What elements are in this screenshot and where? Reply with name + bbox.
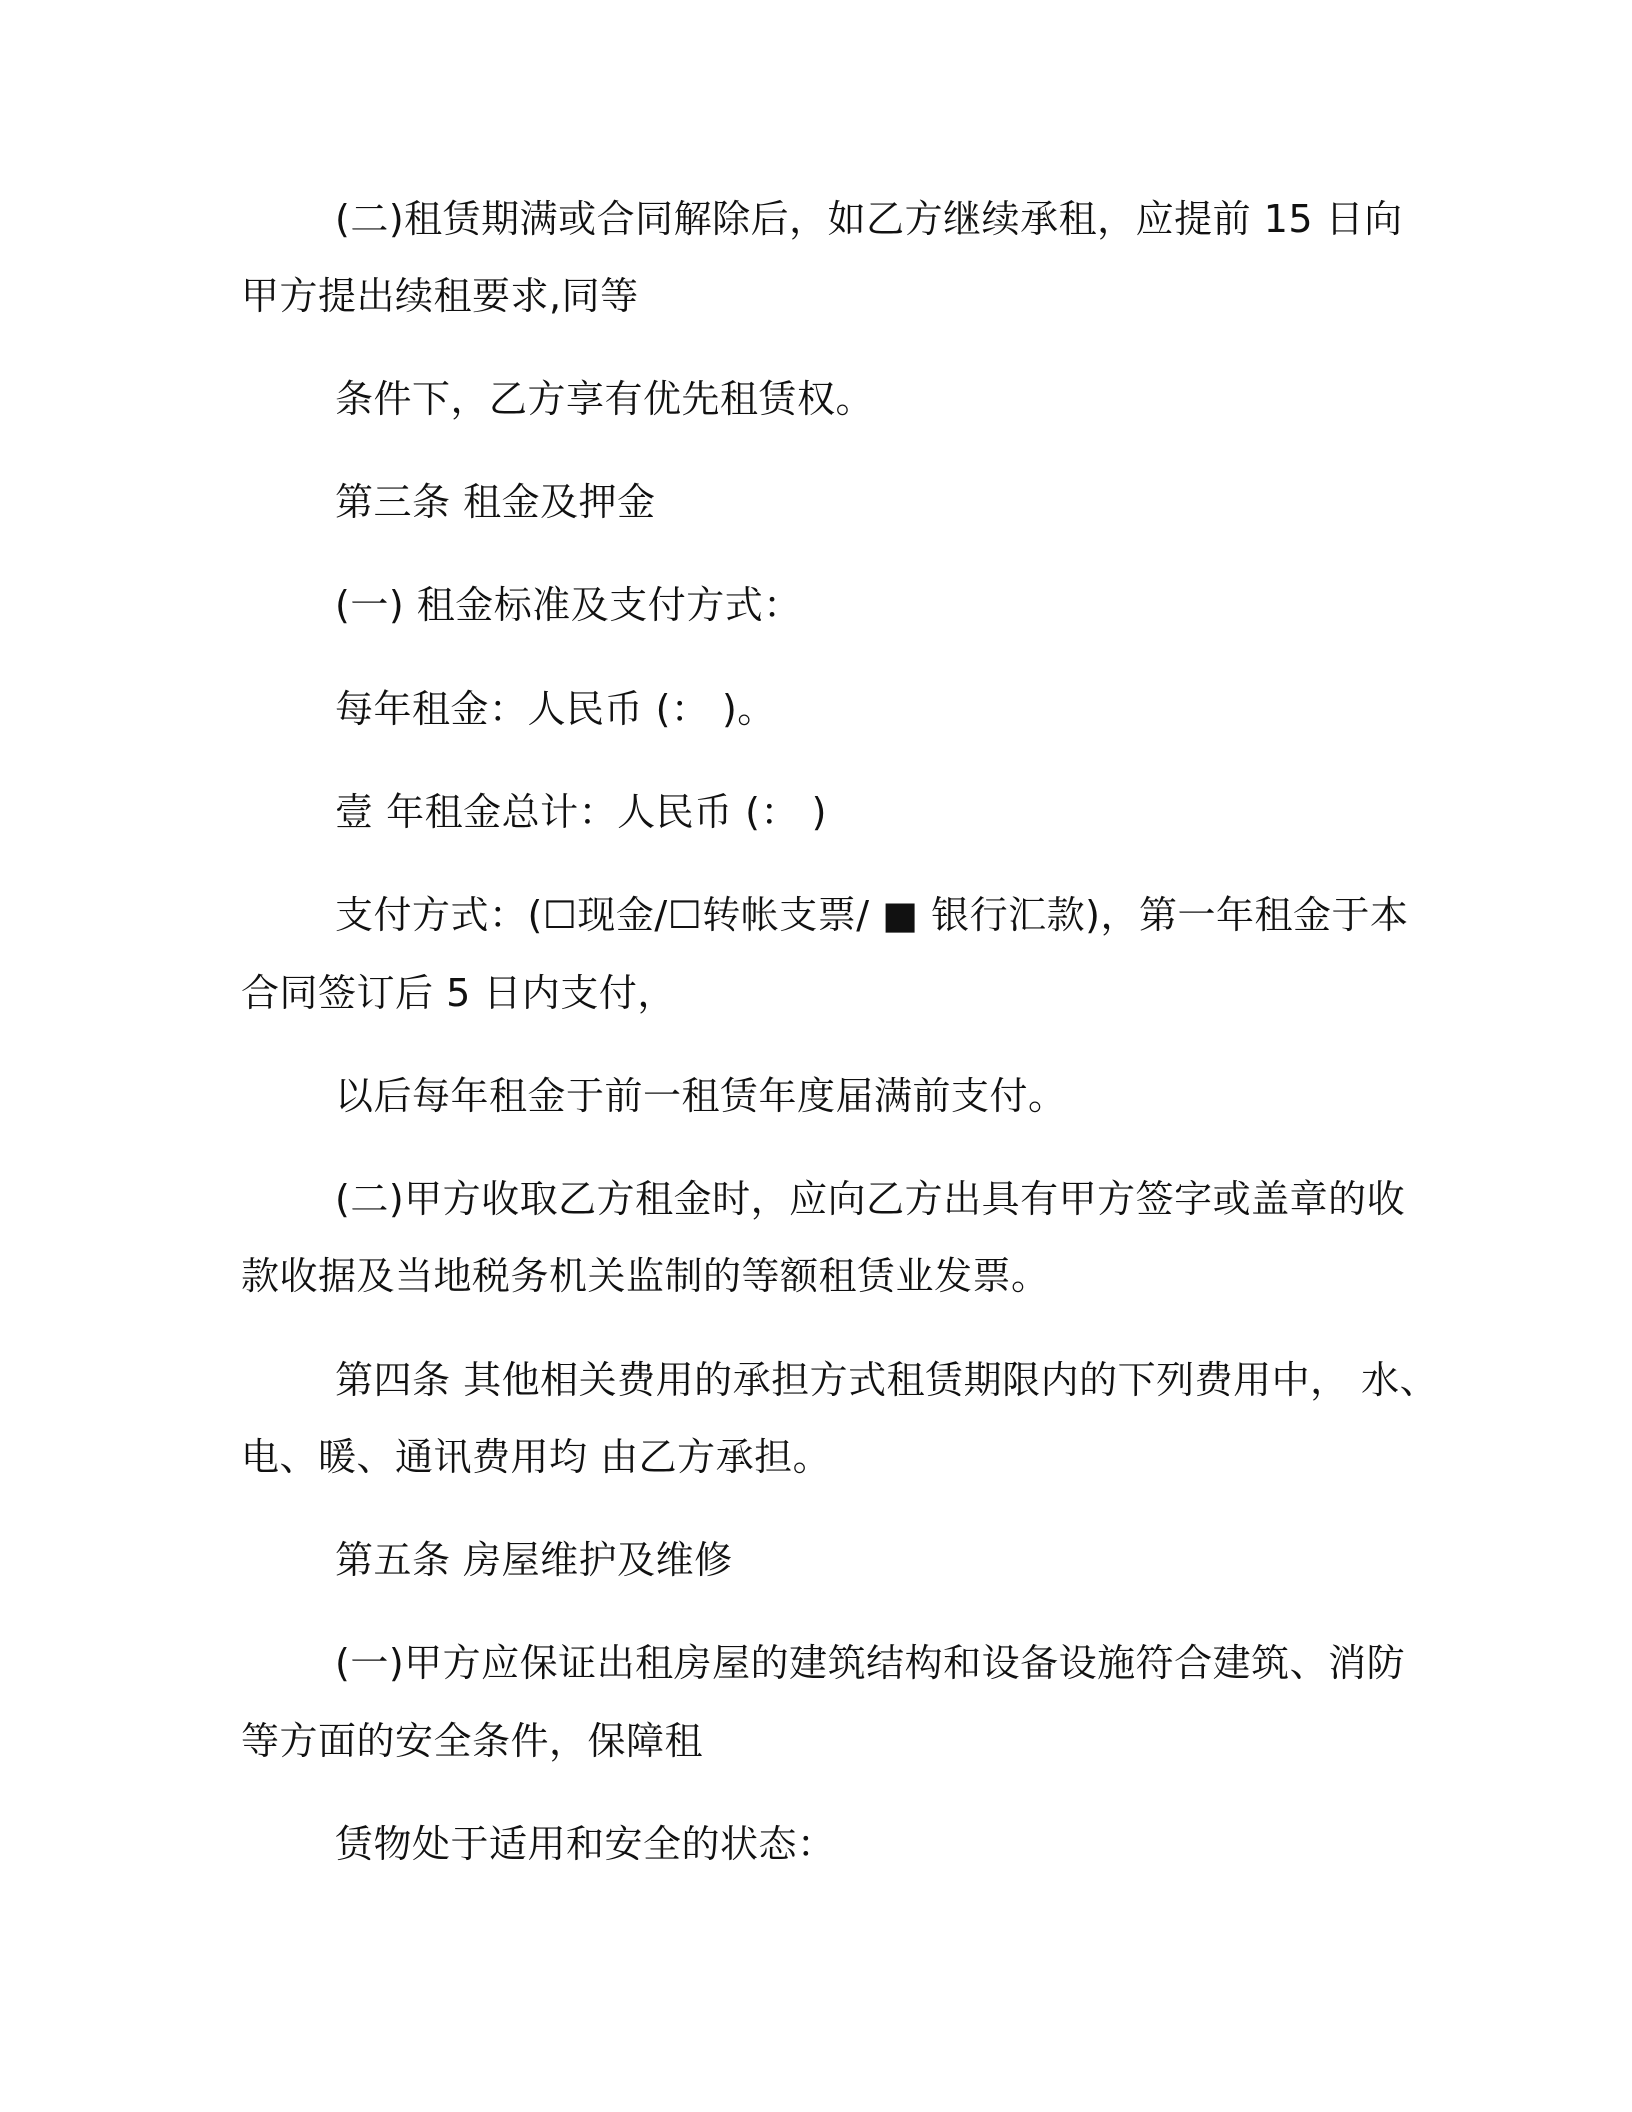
text-line: 以后每年租金于前一租赁年度届满前支付。 — [335, 1074, 1067, 1118]
text-line: 每年租金：人民币 (： )。 — [335, 687, 776, 731]
text-line: (一) 租金标准及支付方式： — [335, 583, 802, 627]
text-line: (二)租赁期满或合同解除后，如乙方继续承租，应提前 15 日向 — [335, 197, 1403, 241]
text-line: (二)甲方收取乙方租金时，应向乙方出具有甲方签字或盖章的收 — [335, 1177, 1406, 1221]
text-line: 赁物处于适用和安全的状态： — [335, 1822, 836, 1866]
text-line: 甲方提出续租要求,同等 — [241, 274, 639, 318]
text-line: 等方面的安全条件，保障租 — [241, 1719, 704, 1763]
section-heading: 第三条 租金及押金 — [335, 480, 656, 524]
text-line: 合同签订后 5 日内支付， — [241, 971, 676, 1015]
text-line: 壹 年租金总计：人民币 (： ) — [335, 790, 827, 834]
section-heading: 第五条 房屋维护及维修 — [335, 1538, 733, 1582]
text-line: 款收据及当地税务机关监制的等额租赁业发票。 — [241, 1254, 1050, 1298]
text-line: 电、暖、通讯费用均 由乙方承担。 — [241, 1435, 832, 1479]
text-line: (一)甲方应保证出租房屋的建筑结构和设备设施符合建筑、消防 — [335, 1641, 1406, 1685]
text-line: 支付方式：(☐现金/☐转帐支票/ ■ 银行汇款)，第一年租金于本 — [335, 893, 1409, 937]
section-heading: 第四条 其他相关费用的承担方式租赁期限内的下列费用中， 水、 — [335, 1358, 1439, 1402]
text-line: 条件下，乙方享有优先租赁权。 — [335, 377, 875, 421]
